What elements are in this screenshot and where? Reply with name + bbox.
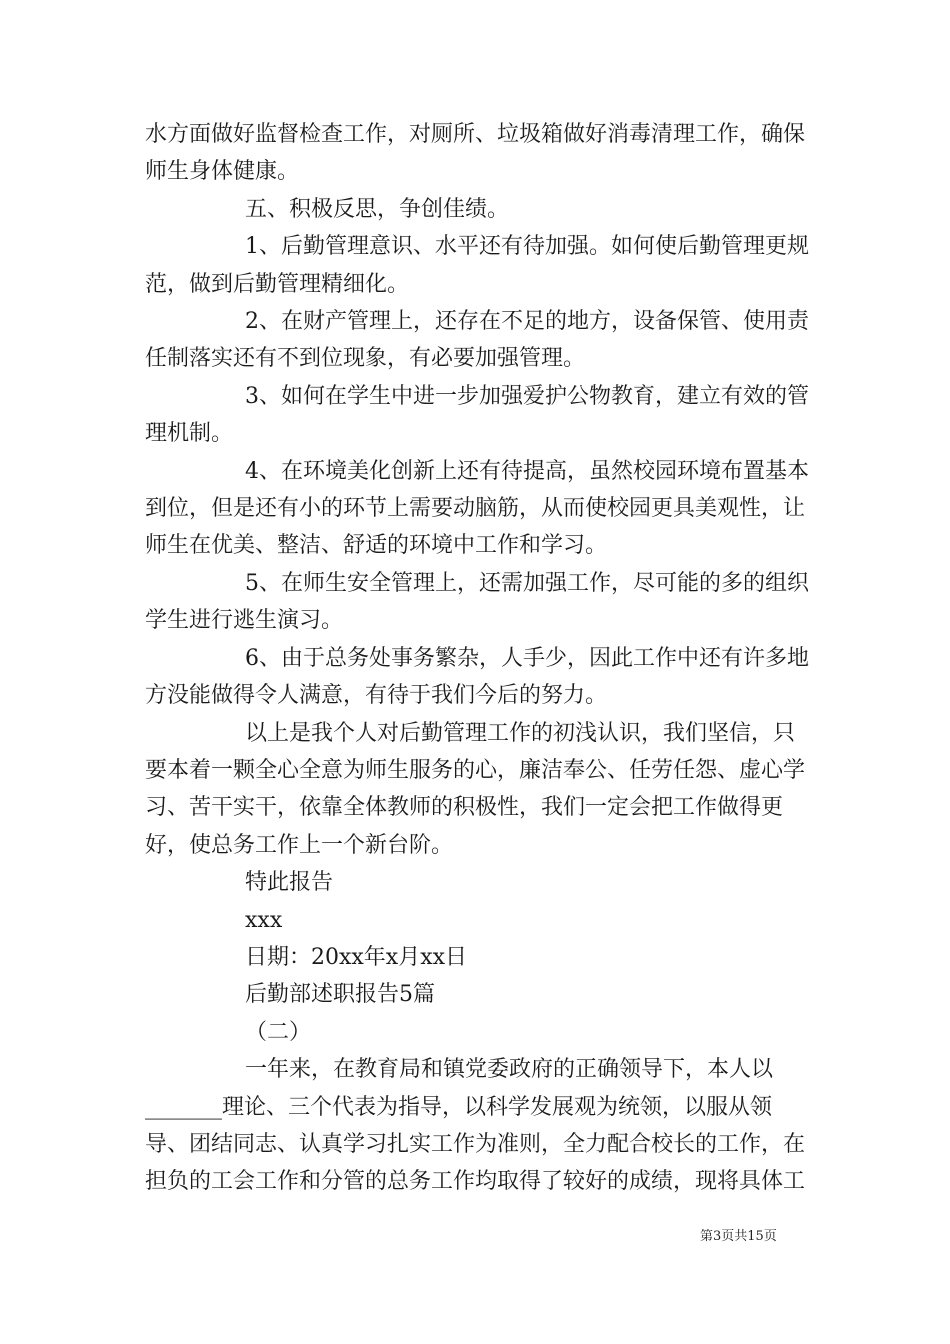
paragraph: 3、如何在学生中进一步加强爱护公物教育，建立有效的管理机制。	[145, 383, 809, 447]
paragraph: 一年来，在教育局和镇党委政府的正确领导下，本人以_______理论、三个代表为指导，以科学发展观为统领，以服从领导、团结同志、认真学习扎实工作为准则，全力配合校长的工作，在担负的工会工作和分管的总务工作均取得了较好的成绩，现将具体工	[145, 1057, 806, 1195]
paragraph: 1、后勤管理意识、水平还有待加强。如何使后勤管理更规范，做到后勤管理精细化。	[145, 234, 809, 297]
paragraph: 水方面做好监督检查工作，对厕所、垃圾箱做好消毒清理工作，确保师生身体健康。	[145, 122, 806, 185]
report-title: 后勤部述职报告5篇	[245, 982, 435, 1008]
section-heading: 五、积极反思，争创佳绩。	[245, 196, 510, 222]
document-body	[145, 116, 813, 1201]
paragraph: 2、在财产管理上，还存在不足的地方，设备保管、使用责任制落实还有不到位现象，有必要加强管理。	[145, 309, 809, 372]
paragraph: 4、在环境美化创新上还有待提高，虽然校园环境布置基本到位，但是还有小的环节上需要动脑筋，从而使校园更具美观性，让师生在优美、整洁、舒适的环境中工作和学习。	[145, 458, 809, 559]
paragraph: 6、由于总务处事务繁杂，人手少，因此工作中还有许多地方没能做得令人满意，有待于我们今后的努力。	[145, 645, 809, 709]
page-number: 第3页共15页	[700, 1229, 777, 1244]
closing-line: 特此报告	[245, 870, 334, 896]
section-number: （二）	[245, 1019, 312, 1045]
paragraph: 5、在师生安全管理上，还需加强工作，尽可能的多的组织学生进行逃生演习。	[145, 570, 809, 634]
date-line: 日期：20xx年x月xx日	[245, 944, 468, 970]
paragraph: 以上是我个人对后勤管理工作的初浅认识，我们坚信，只要本着一颗全心全意为师生服务的心，廉洁奉公、任劳任怨、虚心学习、苦干实干，依靠全体教师的积极性，我们一定会把工作做得更好，使总务工作上一个新台阶。	[145, 720, 806, 858]
signature-name: xxx	[245, 907, 283, 933]
